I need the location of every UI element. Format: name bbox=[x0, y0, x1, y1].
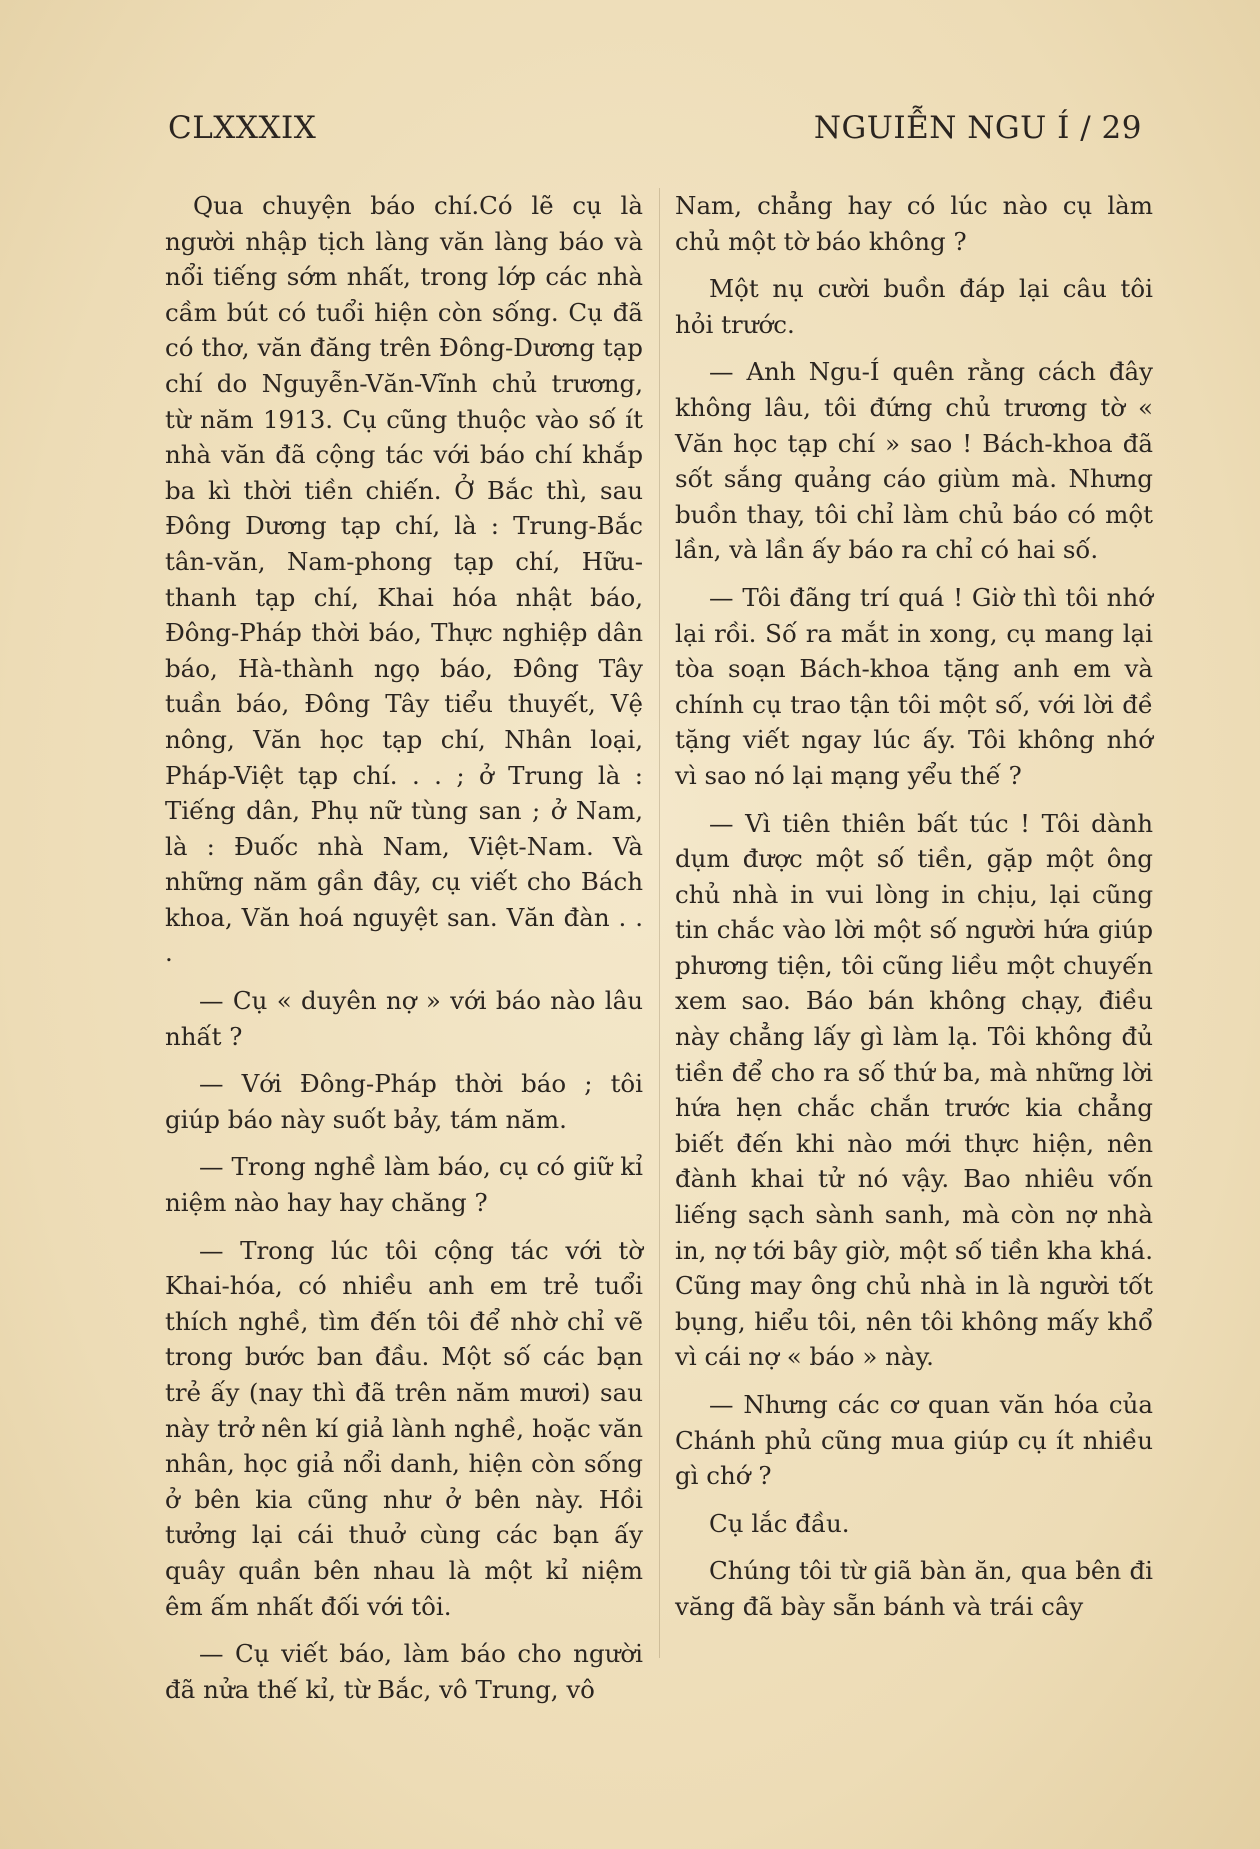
paragraph: Qua chuyện báo chí.Có lẽ cụ là người nhập tịch làng văn làng báo và nổi tiếng sớm nhất, trong lớp các nhà cầm bút có tuổi hiện còn sống. Cụ đã có thơ, văn đăng trên Đông-Dương tạp chí do Nguyễn-Văn-Vĩnh chủ trương, từ năm 1913. Cụ cũng thuộc vào số ít nhà văn đã cộng tác với báo chí khắp ba kì thời tiền chiến. Ở Bắc thì, sau Đông Dương tạp chí, là : Trung-Bắc tân-văn, Nam-phong tạp chí, Hữu-thanh tạp chí, Khai hóa nhật báo, Đông-Pháp thời báo, Thực nghiệp dân báo, Hà-thành ngọ báo, Đông Tây tuần báo, Đông Tây tiểu thuyết, Vệ nông, Văn học tạp chí, Nhân loại, Pháp-Việt tạp chí. . . ; ở Trung là : Tiếng dân, Phụ nữ tùng san ; ở Nam, là : Đuốc nhà Nam, Việt-Nam. Và những năm gần đây, cụ viết cho Bách khoa, Văn hoá nguyệt san. Văn đàn . . . bbox=[165, 191, 643, 968]
column-divider bbox=[659, 188, 660, 1658]
paragraph: Chúng tôi từ giã bàn ăn, qua bên đi văng đã bày sẵn bánh và trái cây bbox=[675, 1556, 1153, 1621]
paragraph: Một nụ cười buồn đáp lại câu tôi hỏi trước. bbox=[675, 274, 1153, 339]
page-header bbox=[0, 110, 1260, 160]
paragraph: — Trong lúc tôi cộng tác với tờ Khai-hóa, có nhiều anh em trẻ tuổi thích nghề, tìm đến tôi để nhờ chỉ vẽ trong bước ban đầu. Một số các bạn trẻ ấy (nay thì đã trên năm mươi) sau này trở nên kí giả lành nghề, hoặc văn nhân, học giả nổi danh, hiện còn sống ở bên kia cũng như ở bên này. Hồi tưởng lại cái thuở cùng các bạn ấy quây quần bên nhau là một kỉ niệm êm ấm nhất đối với tôi. bbox=[165, 1235, 643, 1621]
left-column bbox=[165, 188, 643, 1719]
paragraph: Nam, chẳng hay có lúc nào cụ làm chủ một tờ báo không ? bbox=[675, 191, 1153, 256]
paragraph: — Với Đông-Pháp thời báo ; tôi giúp báo này suốt bảy, tám năm. bbox=[165, 1069, 643, 1134]
paragraph: — Tôi đãng trí quá ! Giờ thì tôi nhớ lại rồi. Số ra mắt in xong, cụ mang lại tòa soạn Bách-khoa tặng anh em và chính cụ trao tận tôi một số, với lời đề tặng viết ngay lúc ấy. Tôi không nhớ vì sao nó lại mạng yểu thế ? bbox=[675, 582, 1153, 790]
paragraph: — Cụ « duyên nợ » với báo nào lâu nhất ? bbox=[165, 986, 643, 1051]
paragraph: — Trong nghề làm báo, cụ có giữ kỉ niệm nào hay hay chăng ? bbox=[165, 1152, 643, 1218]
paragraph: Cụ lắc đầu. bbox=[709, 1508, 850, 1538]
paragraph: — Cụ viết báo, làm báo cho người đã nửa thế kỉ, từ Bắc, vô Trung, vô bbox=[165, 1639, 643, 1704]
paragraph: — Anh Ngu-Í quên rằng cách đây không lâu, tôi đứng chủ trương tờ « Văn học tạp chí » sao ! Bách-khoa đã sốt sắng quảng cáo giùm mà. Nhưng buồn thay, tôi chỉ làm chủ báo có một lần, và lần ấy báo ra chỉ có hai số. bbox=[675, 357, 1153, 565]
running-title: NGUIỄN NGU Í / 29 bbox=[813, 110, 1142, 146]
paragraph: — Nhưng các cơ quan văn hóa của Chánh phủ cũng mua giúp cụ ít nhiều gì chớ ? bbox=[675, 1390, 1153, 1491]
paragraph: — Vì tiên thiên bất túc ! Tôi dành dụm được một số tiền, gặp một ông chủ nhà in vui lòng in chịu, lại cũng tin chắc vào lời một số người hứa giúp phương tiện, tôi cũng liều một chuyến xem sao. Báo bán không chạy, điều này chẳng lấy gì làm lạ. Tôi không đủ tiền để cho ra số thứ ba, mà những lời hứa hẹn chắc chắn trước kia chẳng biết đến khi nào mới thực hiện, nên đành khai tử nó vậy. Bao nhiêu vốn liếng sạch sành sanh, mà còn nợ nhà in, nợ tới bây giờ, một số tiền kha khá. Cũng may ông chủ nhà in là người tốt bụng, hiểu tôi, nên tôi không mấy khổ vì cái nợ « báo » này. bbox=[675, 808, 1153, 1372]
right-column bbox=[675, 188, 1153, 1637]
page-roman-numeral: CLXXXIX bbox=[168, 110, 317, 146]
